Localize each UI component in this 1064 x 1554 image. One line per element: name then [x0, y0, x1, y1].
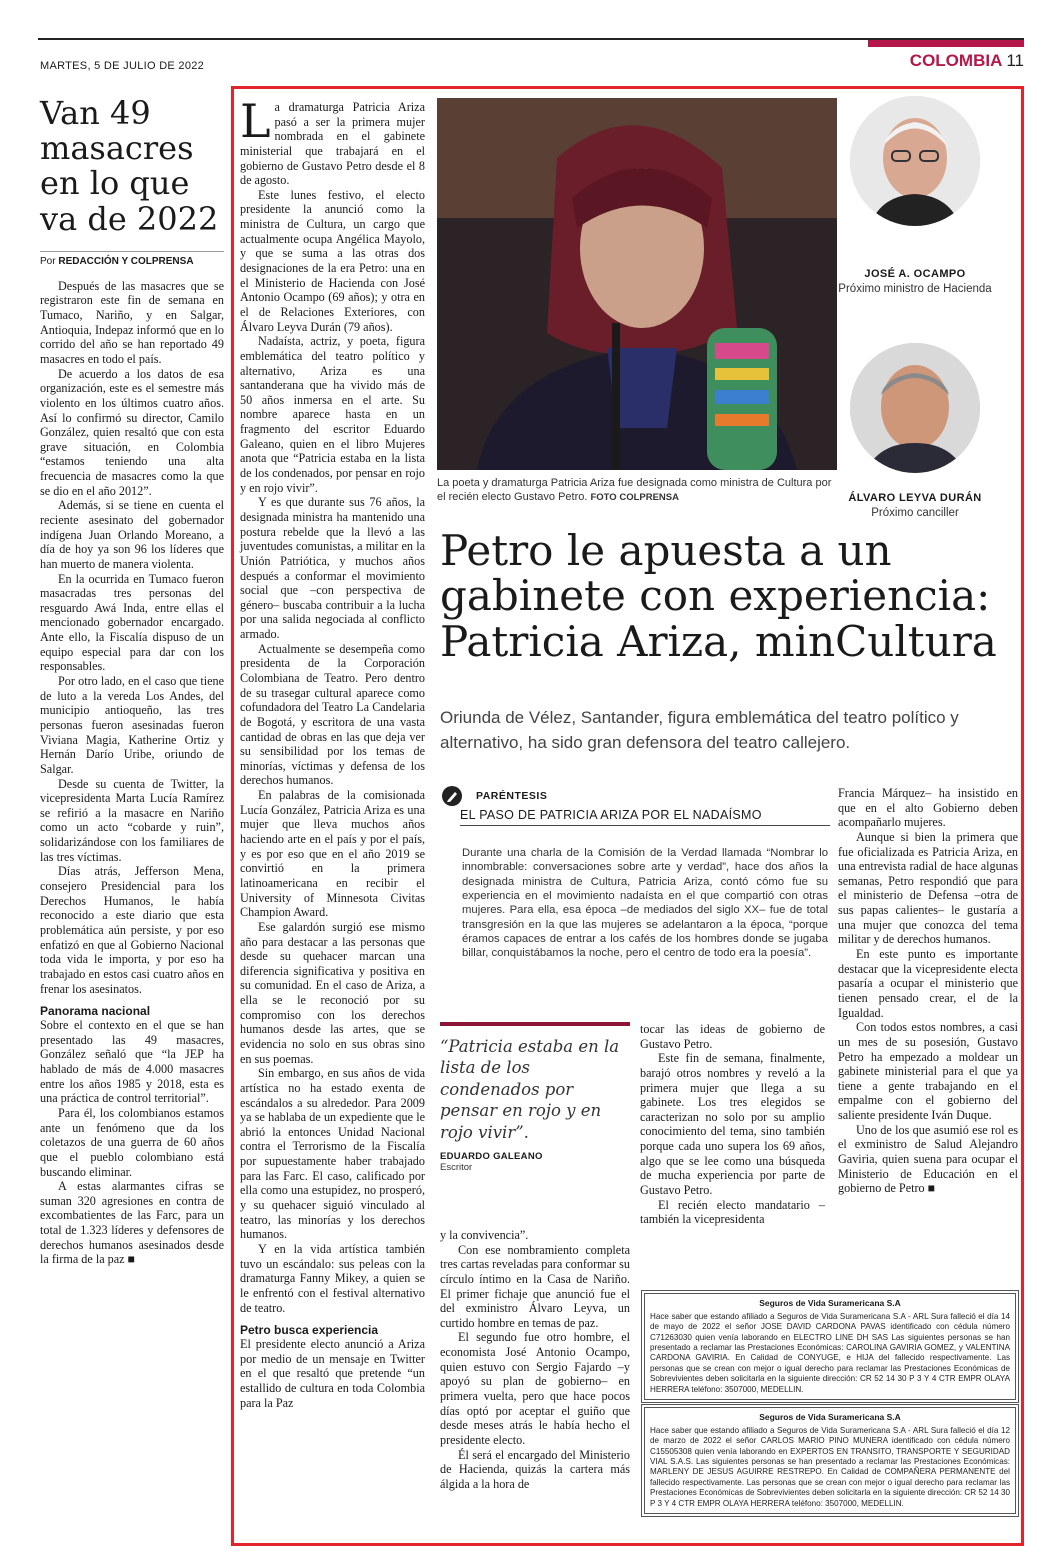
- paragraph: Sin embargo, en sus años de vida artística no ha estado exenta de escándalos a su alrededor. Para 2009 ya se hablaba de un expediente que le abrió la entonces Unidad Nacional contra el Terrorismo de la Fiscalía por supuestamente haber trabajado para las Farc. El caso, calificado por ella como una estupidez, no prosperó, y su quehacer siguió vinculado al teatro, las minorías y los derechos humanos.: [240, 1066, 425, 1242]
- paragraph: Desde su cuenta de Twitter, la vicepresidenta Marta Lucía Ramírez se refirió a la masacre en Nariño como un acto “cobarde y ruin”, solidarizándose con los familiares de las tres víctimas.: [40, 776, 224, 864]
- photo-credit: FOTO COLPRENSA: [590, 492, 679, 504]
- paragraph: Francia Márquez– ha insistido en que en el alto Gobierno deben acompañarlo mujeres.: [838, 786, 1018, 830]
- dateline: MARTES, 5 DE JULIO DE 2022: [40, 60, 205, 72]
- main-article-col-3b: [640, 1022, 825, 1227]
- caption-text: La poeta y dramaturga Patricia Ariza fue designada como ministra de Cultura por el recién electo Gustavo Petro.: [437, 477, 832, 504]
- drop-cap: L: [240, 94, 271, 148]
- paragraph: El segundo fue otro hombre, el economista José Antonio Ocampo, quien estuvo con Sergio Fajardo –y apoyó su plan de gobierno– en primera vuelta, pero que hace pocos días optó por aceptar el guiño que desde meses atrás le había hecho el presidente electo.: [440, 1330, 630, 1447]
- parentesis-label: PARÉNTESIS: [476, 790, 548, 802]
- paragraph: Por otro lado, en el caso que tiene de luto a la vereda Los Andes, del municipio antioqueño, las tres personas fueron asesinadas fueron Viviana Magia, Katherine Ortiz y Hernán Darío Uribe, oriundo de Salgar.: [40, 674, 224, 776]
- main-article-col-1: [240, 94, 425, 1410]
- ocampo-portrait: [850, 96, 980, 226]
- portrait-role: Próximo ministro de Hacienda: [838, 283, 992, 295]
- quote-role: Escritor: [440, 1162, 473, 1174]
- parentesis-title: EL PASO DE PATRICIA ARIZA POR EL NADAÍSMO: [460, 808, 830, 826]
- paragraph: Con todos estos nombres, a casi un mes de su posesión, Gustavo Petro ha empezado a moldear un gabinete ministerial para el que ya tiene a gente trabajando en el empalme con el gobierno del saliente presidente Iván Duque.: [838, 1020, 1018, 1123]
- paragraph: El presidente electo anunció a Ariza por medio de un mensaje en Twitter en el que resaltó que pretende “un estallido de cultura en toda Colombia para la Paz: [240, 1337, 425, 1410]
- notice-title: Seguros de Vida Suramericana S.A: [759, 1298, 901, 1308]
- quote-text: “Patricia estaba en la lista de los condenados por pensar en rojo y en rojo vivir”.: [440, 1037, 620, 1142]
- paragraph: Sobre el contexto en el que se han presentado las 49 masacres, González señaló que “la JEP ha hablado de más de 4.000 masacres entre los años 1985 y 2018, esta es una práctica de control territorial”.: [40, 1018, 224, 1106]
- parentesis-text: Durante una charla de la Comisión de la Verdad llamada “Nombrar lo innombrable: conversaciones sobre arte y verdad”, hace dos años la designada ministra de Cultura, Patricia Ariza, contó cómo fue su experiencia en el movimiento nadaísta en el que compartió con otras mujeres. Para ella, esa época –de mediados del siglo XX– fue de total transgresión en la que las mujeres se adelantaron a la época, “porque éramos capaces de entrar a los cafés de los hombres donde se jugaba billar, conquistábamos la noche, pero el centro de todo era la poesía”.: [462, 847, 828, 960]
- leyva-portrait: [850, 343, 980, 473]
- paragraph: Con ese nombramiento completa tres cartas reveladas para conformar su círculo íntimo en la Casa de Nariño. El primer fichaje que anunció fue el del exministro Álvaro Leyva, un curtido hombre en temas de paz.: [440, 1242, 630, 1330]
- byline-author: REDACCIÓN Y COLPRENSA: [58, 255, 194, 267]
- page-number: 11: [1006, 51, 1024, 70]
- subhead: Petro busca experiencia: [240, 1323, 379, 1338]
- paragraph: y la convivencia”.: [440, 1228, 529, 1242]
- subhead: Panorama nacional: [40, 1004, 151, 1019]
- portrait-role: Próximo canciller: [871, 507, 959, 519]
- paragraph: Este fin de semana, finalmente, barajó otros nombres y reveló a la primera mujer que llega a su gabinete. Los tres elegidos se caracterizan no solo por su amplio conocimiento del tema, sino también porque cada uno supera los 69 años, algo que se lee como una búsqueda de mucha experiencia por parte de Gustavo Petro.: [640, 1051, 825, 1198]
- paragraph: Y en la vida artística también tuvo un escándalo: sus peleas con la dramaturga Fanny Mikey, a quien se le enfrentó con el festival alternativo de teatro.: [240, 1241, 425, 1315]
- deck: Oriunda de Vélez, Santander, figura emblemática del teatro político y alternativo, ha sido gran defensora del teatro callejero.: [440, 708, 959, 752]
- paragraph: En palabras de la comisionada Lucía González, Patricia Ariza es una mujer que lleva muchos años haciendo arte en el país y por el país, y es por eso que en el año 2019 se convirtió en la primera latinoamericana en recibir el University of Minnesota Civitas Champion Award.: [240, 788, 425, 920]
- paragraph: tocar las ideas de gobierno de Gustavo Petro.: [640, 1022, 825, 1051]
- portrait-illustration: [437, 98, 837, 470]
- paragraph: Además, si se tiene en cuenta el reciente asesinato del gobernador indígena Juan Orlando Moreano, a día de hoy ya son 96 los líderes que han muerto de manera violenta.: [40, 498, 224, 571]
- notice-body: Hace saber que estando afiliado a Seguros de Vida Suramericana S.A - ARL Sura falleció el día 12 de marzo de 2022 el señor CARLOS MARIO PINO MUNERA identificado con cédula número C15505308 quien venía laborando en EXPERTOS EN TRANSITO, TRANSPORTE Y SEGURIDAD VIAL S.A.S. Las siguientes personas se han presentado a reclamar las Prestaciones Económicas: MARLENY DE JESUS AGUIRRE RESTREPO. En Calidad de COMPAÑERA PERMANENTE del fallecido respectivamente. Las personas que se crean con mejor o igual derecho para reclamar las Prestaciones Económicas de Sobrevivientes deben solicitarla en la siguiente dirección: CR 52 14 30 P 3 Y 4 CTR EMPR OLAYA HERRERA teléfono: 3507000, MEDELLIN.: [650, 1426, 1010, 1508]
- pencil-icon-glyph: [442, 786, 462, 806]
- leyva-illustration: [850, 343, 980, 473]
- paragraph: Este lunes festivo, el electo presidente la anunció como la ministra de Cultura, un cargo que actualmente ocupa Angélica Mayolo, y que se suma a las otras dos designaciones de la era Petro: una en el Ministerio de Hacienda con José Antonio Ocampo (69 años); y otra en el de Relaciones Exteriores, con Álvaro Leyva Durán (79 años).: [240, 187, 425, 334]
- notice-body: Hace saber que estando afiliado a Seguros de Vida Suramericana S.A - ARL Sura falleció el día 14 de mayo de 2022 el señor JOSE DAVID CARDONA PAVAS identificado con cédula número C71263030 quien venía laborando en ELECTRO LINE DH SAS Las siguientes personas se han presentado a reclamar las Prestaciones Económicas: CAROLINA GAVIRIA GOMEZ, y VALENTINA CARDONA GAVIRIA. En Calidad de CONYUGE, e HIJA del fallecido respectivamente. Las personas que se crean con mejor o igual derecho para reclamar las Prestaciones Económicas de Sobrevivientes deben solicitarla en la siguiente dirección: CR 52 14 30 P 3 Y 4 CTR EMPR OLAYA HERRERA teléfono: 3507000, MEDELLIN.: [650, 1312, 1010, 1394]
- legal-notice-inner: [644, 1407, 1016, 1514]
- section-name: COLOMBIA: [909, 51, 1003, 70]
- paragraph: Para él, los colombianos estamos ante un fenómeno que da los coletazos de una guerra de 60 años que el pueblo colombiano está buscando eliminar.: [40, 1105, 224, 1179]
- photo-caption: [437, 476, 837, 505]
- ocampo-illustration: [850, 96, 980, 226]
- paragraph: De acuerdo a los datos de esa organización, este es el semestre más violento en los últimos cuatro años. Así lo confirmó su director, Camilo González, quien resaltó que con esta grave situación, en Colombia “estamos teniendo una alta frecuencia de masacres como la que se dio en el año 2012”.: [40, 366, 224, 498]
- paragraph: A estas alarmantes cifras se suman 320 agresiones en contra de excombatientes de las Farc, para un total de 1.323 líderes y defensores de derechos humanos asesinados desde la firma de la paz ■: [40, 1179, 224, 1267]
- byline-prefix: Por: [40, 255, 56, 267]
- paragraph: En este punto es importante destacar que la vicepresidente electa pasaría a ocupar el ministerio que tienen pensado crear, el de la Igualdad.: [838, 947, 1018, 1020]
- paragraph: Ese galardón surgió ese mismo año para destacar a las personas que desde su quehacer marcan una diferencia significativa y positiva en su comunidad. En el caso de Ariza, a ella se le reconoció por su compromiso con los derechos humanos desde las artes, que se evidencia no solo en sus obras sino en sus poemas.: [240, 919, 425, 1066]
- left-article-body: [40, 279, 224, 1267]
- lead-paragraph: [240, 94, 425, 188]
- paragraph: Actualmente se desempeña como presidenta de la Corporación Colombiana de Teatro. Pero dentro de su trasegar cultural aparece como cofundadora del Teatro La Candelaria de Bogotá, y escritora de una vasta cantidad de obras en las que deja ver su sensibilidad por los temas de minorías, víctimas y defensa de los derechos humanos.: [240, 641, 425, 788]
- notice-title: Seguros de Vida Suramericana S.A: [759, 1412, 901, 1422]
- section-header: [868, 40, 1024, 71]
- pencil-icon: [442, 786, 462, 806]
- paragraph: Él será el encargado del Ministerio de Hacienda, quizás la cartera más álgida a la hora de: [440, 1447, 630, 1491]
- paragraph: Aunque si bien la primera que fue oficializada es Patricia Ariza, en una entrevista radial de hace algunas semanas, Petro respondió que para el ministerio de Defensa –otra de sus papas calientes– le gustaría a una mujer que conozca del tema militar y de derechos humanos.: [838, 829, 1018, 947]
- quote-author: EDUARDO GALEANO: [440, 1151, 543, 1163]
- main-article-col-3a: [440, 1228, 630, 1492]
- legal-notice: [641, 1404, 1019, 1517]
- paragraph: Nadaísta, actriz, y poeta, figura emblemática del teatro político y alternativo, Ariza es una santanderana que ha vivido más de 50 años inmersa en el arte. Su nombre aparece hasta en un fragmento del escritor Eduardo Galeano, quien en el libro Mujeres anota que “Patricia estaba en la lista de los condenados, por pensar en rojo y en rojo vivir”.: [240, 334, 425, 495]
- portrait-name: ÁLVARO LEYVA DURÁN: [848, 492, 982, 504]
- main-article-col-4: [838, 786, 1018, 1196]
- left-article: [40, 96, 224, 1267]
- paragraph: Uno de los que asumió ese rol es el exministro de Salud Alejandro Gaviria, quien suena para ocupar el Ministerio de Educación en el gobierno de Petro ■: [838, 1122, 1018, 1196]
- main-headline: Petro le apuesta a un gabinete con experiencia: Patricia Ariza, minCultura: [440, 526, 997, 666]
- paragraph: Y es que durante sus 76 años, la designada ministra ha mantenido una postura rebelde que la llevó a las juventudes comunistas, a militar en la Unión Patriótica, y muchos años después a conformar el movimiento social que –con perspectiva de género– buscaba contribuir a la lucha por una salida negociada al conflicto armado.: [240, 495, 425, 642]
- byline: [40, 251, 224, 267]
- left-headline: Van 49 masacres en lo que va de 2022: [40, 94, 219, 238]
- portrait-name: JOSÉ A. OCAMPO: [864, 268, 966, 280]
- legal-notice-inner: [644, 1293, 1016, 1400]
- main-photo: [437, 98, 837, 470]
- paragraph: En la ocurrida en Tumaco fueron masacradas tres personas del resguardo Awá Inda, entre ellas el mencionado gobernador encargado. Ante ello, la Fiscalía dispuso de un equipo especial para dar con los responsables.: [40, 571, 224, 674]
- pull-quote: [440, 1022, 630, 1173]
- paragraph: El recién electo mandatario –también la vicepresidenta: [640, 1197, 825, 1227]
- lead-text: a dramaturga Patricia Ariza pasó a ser la primera mujer nombrada en el gabinete ministerial que trabajará en el gobierno de Gustavo Petro desde el 8 de agosto.: [240, 100, 425, 188]
- legal-notice: [641, 1290, 1019, 1403]
- paragraph: Días atrás, Jefferson Mena, consejero Presidencial para los Derechos Humanos, le había reconocido a este diario que esta problemática aún persiste, y por eso enfatizó en que al Gobierno Nacional toda vida le importa, y por eso ha trabajado en estos casi cuatro años en frenar los asesinatos.: [40, 864, 224, 996]
- paragraph: Después de las masacres que se registraron este fin de semana en Tumaco, Nariño, y en Salgar, Antioquia, Indepaz informó que en lo corrido del año se han reportado 49 masacres en todo el país.: [40, 278, 224, 366]
